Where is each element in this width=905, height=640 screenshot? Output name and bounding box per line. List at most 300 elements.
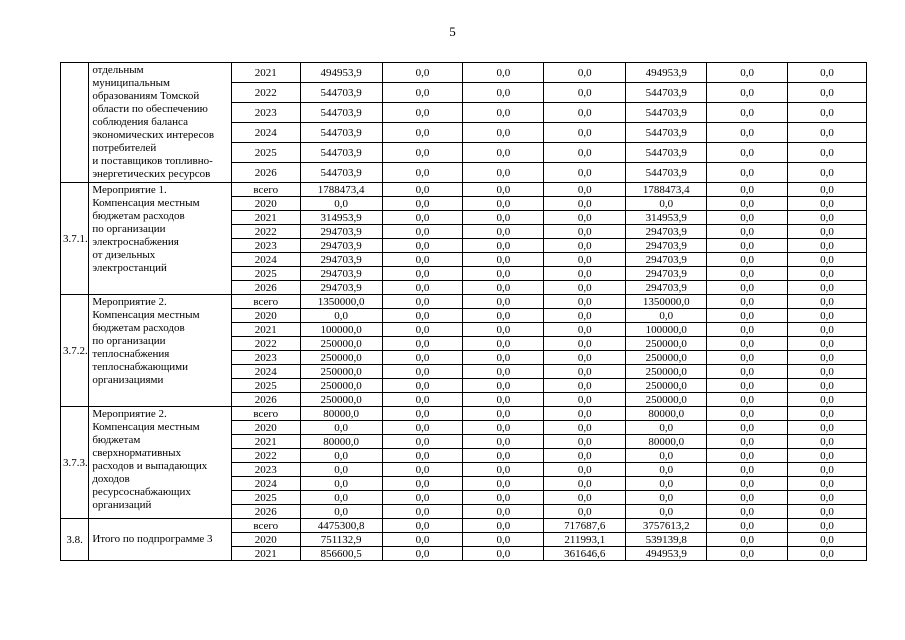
- local-cell: 0,0: [544, 123, 626, 143]
- own-cell: 294703,9: [626, 253, 707, 267]
- year-cell: 2024: [231, 477, 300, 491]
- other-cell: 0,0: [707, 83, 788, 103]
- total-cell: 250000,0: [300, 337, 382, 351]
- year-cell: 2020: [231, 421, 300, 435]
- description-line: Мероприятие 2.: [92, 296, 167, 308]
- local-cell: 0,0: [544, 323, 626, 337]
- local-cell: 0,0: [544, 393, 626, 407]
- description-line: сверхнормативных: [92, 447, 182, 459]
- total-cell: 80000,0: [300, 407, 382, 421]
- table-row: [61, 407, 867, 421]
- other-cell: 0,0: [707, 365, 788, 379]
- local-cell: 0,0: [544, 463, 626, 477]
- table-row: [61, 183, 867, 197]
- local-cell: 0,0: [544, 197, 626, 211]
- regional-cell: 0,0: [463, 379, 544, 393]
- extra-cell: 0,0: [788, 505, 867, 519]
- year-cell: 2020: [231, 309, 300, 323]
- federal-cell: 0,0: [382, 505, 463, 519]
- description-line: Итого по подпрограмме 3: [92, 533, 213, 545]
- regional-cell: 0,0: [463, 83, 544, 103]
- local-cell: 717687,6: [544, 519, 626, 533]
- regional-cell: 0,0: [463, 337, 544, 351]
- total-cell: 751132,9: [300, 533, 382, 547]
- total-cell: 544703,9: [300, 163, 382, 183]
- own-cell: 314953,9: [626, 211, 707, 225]
- total-cell: 0,0: [300, 505, 382, 519]
- other-cell: 0,0: [707, 519, 788, 533]
- federal-cell: 0,0: [382, 103, 463, 123]
- local-cell: 0,0: [544, 253, 626, 267]
- year-cell: 2022: [231, 449, 300, 463]
- description-line: по организации: [92, 223, 166, 235]
- own-cell: 294703,9: [626, 267, 707, 281]
- own-cell: 544703,9: [626, 163, 707, 183]
- description-line: муниципальным: [92, 77, 170, 89]
- other-cell: 0,0: [707, 505, 788, 519]
- regional-cell: 0,0: [463, 163, 544, 183]
- federal-cell: 0,0: [382, 365, 463, 379]
- description-line: Компенсация местным: [92, 197, 200, 209]
- local-cell: 361646,6: [544, 547, 626, 561]
- federal-cell: 0,0: [382, 477, 463, 491]
- year-cell: 2020: [231, 197, 300, 211]
- regional-cell: 0,0: [463, 519, 544, 533]
- own-cell: 539139,8: [626, 533, 707, 547]
- description-line: по организации: [92, 335, 166, 347]
- total-cell: 250000,0: [300, 379, 382, 393]
- other-cell: 0,0: [707, 143, 788, 163]
- extra-cell: 0,0: [788, 123, 867, 143]
- total-cell: 0,0: [300, 491, 382, 505]
- own-cell: 0,0: [626, 477, 707, 491]
- federal-cell: 0,0: [382, 211, 463, 225]
- own-cell: 494953,9: [626, 63, 707, 83]
- other-cell: 0,0: [707, 477, 788, 491]
- section-description: [89, 519, 232, 561]
- extra-cell: 0,0: [788, 449, 867, 463]
- extra-cell: 0,0: [788, 211, 867, 225]
- extra-cell: 0,0: [788, 519, 867, 533]
- total-cell: 250000,0: [300, 351, 382, 365]
- description-line: расходов и выпадающих: [92, 460, 208, 472]
- federal-cell: 0,0: [382, 519, 463, 533]
- local-cell: 0,0: [544, 183, 626, 197]
- local-cell: 0,0: [544, 83, 626, 103]
- regional-cell: 0,0: [463, 477, 544, 491]
- year-cell: 2023: [231, 103, 300, 123]
- local-cell: 0,0: [544, 239, 626, 253]
- other-cell: 0,0: [707, 351, 788, 365]
- extra-cell: 0,0: [788, 547, 867, 561]
- local-cell: 0,0: [544, 379, 626, 393]
- federal-cell: 0,0: [382, 63, 463, 83]
- section-description: [89, 407, 232, 519]
- total-cell: 294703,9: [300, 225, 382, 239]
- description-line: от дизельных: [92, 249, 156, 261]
- own-cell: 544703,9: [626, 123, 707, 143]
- total-cell: 294703,9: [300, 267, 382, 281]
- federal-cell: 0,0: [382, 225, 463, 239]
- regional-cell: 0,0: [463, 323, 544, 337]
- federal-cell: 0,0: [382, 547, 463, 561]
- own-cell: 0,0: [626, 505, 707, 519]
- federal-cell: 0,0: [382, 393, 463, 407]
- other-cell: 0,0: [707, 267, 788, 281]
- description-line: ресурсоснабжающих: [92, 486, 191, 498]
- extra-cell: 0,0: [788, 295, 867, 309]
- other-cell: 0,0: [707, 163, 788, 183]
- extra-cell: 0,0: [788, 225, 867, 239]
- description-line: образованиям Томской: [92, 90, 200, 102]
- section-description: [89, 295, 232, 407]
- own-cell: 250000,0: [626, 393, 707, 407]
- other-cell: 0,0: [707, 225, 788, 239]
- own-cell: 294703,9: [626, 225, 707, 239]
- other-cell: 0,0: [707, 435, 788, 449]
- local-cell: 0,0: [544, 143, 626, 163]
- federal-cell: 0,0: [382, 239, 463, 253]
- description-line: бюджетам расходов: [92, 210, 185, 222]
- year-cell: всего: [231, 407, 300, 421]
- other-cell: 0,0: [707, 309, 788, 323]
- year-cell: 2024: [231, 253, 300, 267]
- federal-cell: 0,0: [382, 163, 463, 183]
- regional-cell: 0,0: [463, 267, 544, 281]
- federal-cell: 0,0: [382, 421, 463, 435]
- federal-cell: 0,0: [382, 407, 463, 421]
- year-cell: 2023: [231, 239, 300, 253]
- extra-cell: 0,0: [788, 379, 867, 393]
- section-description: [89, 63, 232, 183]
- table-row: [61, 63, 867, 83]
- regional-cell: 0,0: [463, 281, 544, 295]
- federal-cell: 0,0: [382, 351, 463, 365]
- extra-cell: 0,0: [788, 463, 867, 477]
- federal-cell: 0,0: [382, 449, 463, 463]
- regional-cell: 0,0: [463, 103, 544, 123]
- federal-cell: 0,0: [382, 83, 463, 103]
- extra-cell: 0,0: [788, 477, 867, 491]
- regional-cell: 0,0: [463, 253, 544, 267]
- year-cell: 2026: [231, 281, 300, 295]
- year-cell: 2024: [231, 365, 300, 379]
- year-cell: 2026: [231, 163, 300, 183]
- description-line: энергетических ресурсов: [92, 168, 211, 180]
- other-cell: 0,0: [707, 393, 788, 407]
- local-cell: 0,0: [544, 337, 626, 351]
- total-cell: 314953,9: [300, 211, 382, 225]
- local-cell: 0,0: [544, 449, 626, 463]
- federal-cell: 0,0: [382, 337, 463, 351]
- year-cell: 2022: [231, 225, 300, 239]
- own-cell: 80000,0: [626, 435, 707, 449]
- own-cell: 250000,0: [626, 365, 707, 379]
- federal-cell: 0,0: [382, 533, 463, 547]
- section-code: 3.8.: [61, 519, 89, 561]
- local-cell: 0,0: [544, 163, 626, 183]
- regional-cell: 0,0: [463, 309, 544, 323]
- own-cell: 494953,9: [626, 547, 707, 561]
- description-line: Мероприятие 1.: [92, 184, 167, 196]
- total-cell: 0,0: [300, 309, 382, 323]
- description-line: отдельным: [92, 64, 144, 76]
- own-cell: 294703,9: [626, 281, 707, 295]
- description-line: экономических интересов: [92, 129, 215, 141]
- regional-cell: 0,0: [463, 463, 544, 477]
- local-cell: 0,0: [544, 477, 626, 491]
- table-row: [61, 519, 867, 533]
- year-cell: 2023: [231, 351, 300, 365]
- extra-cell: 0,0: [788, 143, 867, 163]
- other-cell: 0,0: [707, 295, 788, 309]
- extra-cell: 0,0: [788, 239, 867, 253]
- local-cell: 211993,1: [544, 533, 626, 547]
- regional-cell: 0,0: [463, 393, 544, 407]
- other-cell: 0,0: [707, 449, 788, 463]
- regional-cell: 0,0: [463, 505, 544, 519]
- other-cell: 0,0: [707, 337, 788, 351]
- other-cell: 0,0: [707, 491, 788, 505]
- own-cell: 3757613,2: [626, 519, 707, 533]
- extra-cell: 0,0: [788, 533, 867, 547]
- other-cell: 0,0: [707, 463, 788, 477]
- federal-cell: 0,0: [382, 491, 463, 505]
- total-cell: 856600,5: [300, 547, 382, 561]
- total-cell: 544703,9: [300, 103, 382, 123]
- extra-cell: 0,0: [788, 267, 867, 281]
- extra-cell: 0,0: [788, 323, 867, 337]
- own-cell: 0,0: [626, 309, 707, 323]
- own-cell: 1350000,0: [626, 295, 707, 309]
- extra-cell: 0,0: [788, 491, 867, 505]
- description-line: бюджетам расходов: [92, 322, 185, 334]
- regional-cell: 0,0: [463, 365, 544, 379]
- extra-cell: 0,0: [788, 253, 867, 267]
- own-cell: 100000,0: [626, 323, 707, 337]
- other-cell: 0,0: [707, 123, 788, 143]
- local-cell: 0,0: [544, 351, 626, 365]
- extra-cell: 0,0: [788, 163, 867, 183]
- regional-cell: 0,0: [463, 143, 544, 163]
- year-cell: 2021: [231, 63, 300, 83]
- total-cell: 250000,0: [300, 365, 382, 379]
- local-cell: 0,0: [544, 267, 626, 281]
- own-cell: 0,0: [626, 421, 707, 435]
- other-cell: 0,0: [707, 281, 788, 295]
- year-cell: всего: [231, 519, 300, 533]
- local-cell: 0,0: [544, 295, 626, 309]
- own-cell: 544703,9: [626, 143, 707, 163]
- section-description: [89, 183, 232, 295]
- total-cell: 0,0: [300, 477, 382, 491]
- extra-cell: 0,0: [788, 309, 867, 323]
- other-cell: 0,0: [707, 533, 788, 547]
- extra-cell: 0,0: [788, 103, 867, 123]
- own-cell: 294703,9: [626, 239, 707, 253]
- local-cell: 0,0: [544, 103, 626, 123]
- total-cell: 4475300,8: [300, 519, 382, 533]
- other-cell: 0,0: [707, 103, 788, 123]
- extra-cell: 0,0: [788, 351, 867, 365]
- extra-cell: 0,0: [788, 393, 867, 407]
- total-cell: 294703,9: [300, 239, 382, 253]
- year-cell: всего: [231, 295, 300, 309]
- regional-cell: 0,0: [463, 533, 544, 547]
- regional-cell: 0,0: [463, 407, 544, 421]
- federal-cell: 0,0: [382, 267, 463, 281]
- federal-cell: 0,0: [382, 323, 463, 337]
- federal-cell: 0,0: [382, 253, 463, 267]
- regional-cell: 0,0: [463, 351, 544, 365]
- own-cell: 0,0: [626, 449, 707, 463]
- own-cell: 544703,9: [626, 83, 707, 103]
- year-cell: 2021: [231, 211, 300, 225]
- federal-cell: 0,0: [382, 281, 463, 295]
- other-cell: 0,0: [707, 379, 788, 393]
- own-cell: 80000,0: [626, 407, 707, 421]
- regional-cell: 0,0: [463, 491, 544, 505]
- federal-cell: 0,0: [382, 295, 463, 309]
- description-line: соблюдения баланса: [92, 116, 188, 128]
- federal-cell: 0,0: [382, 183, 463, 197]
- year-cell: 2025: [231, 267, 300, 281]
- year-cell: 2026: [231, 505, 300, 519]
- federal-cell: 0,0: [382, 379, 463, 393]
- description-line: электростанций: [92, 262, 167, 274]
- year-cell: 2024: [231, 123, 300, 143]
- own-cell: 250000,0: [626, 351, 707, 365]
- regional-cell: 0,0: [463, 295, 544, 309]
- federal-cell: 0,0: [382, 123, 463, 143]
- page-number: 5: [449, 24, 456, 39]
- local-cell: 0,0: [544, 491, 626, 505]
- own-cell: 1788473,4: [626, 183, 707, 197]
- section-code: 3.7.3.: [61, 407, 89, 519]
- total-cell: 0,0: [300, 449, 382, 463]
- year-cell: 2026: [231, 393, 300, 407]
- other-cell: 0,0: [707, 211, 788, 225]
- description-line: бюджетам: [92, 434, 141, 446]
- federal-cell: 0,0: [382, 463, 463, 477]
- section-code: [61, 63, 89, 183]
- other-cell: 0,0: [707, 253, 788, 267]
- description-line: области по обеспечению: [92, 103, 208, 115]
- other-cell: 0,0: [707, 407, 788, 421]
- year-cell: 2021: [231, 435, 300, 449]
- extra-cell: 0,0: [788, 421, 867, 435]
- year-cell: 2025: [231, 379, 300, 393]
- total-cell: 1350000,0: [300, 295, 382, 309]
- year-cell: 2020: [231, 533, 300, 547]
- total-cell: 544703,9: [300, 83, 382, 103]
- total-cell: 0,0: [300, 463, 382, 477]
- local-cell: 0,0: [544, 225, 626, 239]
- description-line: потребителей: [92, 142, 157, 154]
- regional-cell: 0,0: [463, 197, 544, 211]
- total-cell: 544703,9: [300, 123, 382, 143]
- description-line: организаций: [92, 499, 152, 511]
- extra-cell: 0,0: [788, 63, 867, 83]
- regional-cell: 0,0: [463, 63, 544, 83]
- year-cell: 2021: [231, 547, 300, 561]
- local-cell: 0,0: [544, 435, 626, 449]
- description-line: и поставщиков топливно-: [92, 155, 213, 167]
- regional-cell: 0,0: [463, 421, 544, 435]
- own-cell: 544703,9: [626, 103, 707, 123]
- section-code: 3.7.1.: [61, 183, 89, 295]
- local-cell: 0,0: [544, 421, 626, 435]
- local-cell: 0,0: [544, 281, 626, 295]
- description-line: Компенсация местным: [92, 309, 200, 321]
- section-code: 3.7.2.: [61, 295, 89, 407]
- local-cell: 0,0: [544, 63, 626, 83]
- own-cell: 0,0: [626, 197, 707, 211]
- year-cell: 2022: [231, 337, 300, 351]
- regional-cell: 0,0: [463, 449, 544, 463]
- year-cell: 2023: [231, 463, 300, 477]
- other-cell: 0,0: [707, 239, 788, 253]
- other-cell: 0,0: [707, 547, 788, 561]
- own-cell: 250000,0: [626, 337, 707, 351]
- extra-cell: 0,0: [788, 83, 867, 103]
- regional-cell: 0,0: [463, 239, 544, 253]
- total-cell: 0,0: [300, 197, 382, 211]
- table-row: [61, 295, 867, 309]
- regional-cell: 0,0: [463, 123, 544, 143]
- federal-cell: 0,0: [382, 143, 463, 163]
- extra-cell: 0,0: [788, 435, 867, 449]
- total-cell: 1788473,4: [300, 183, 382, 197]
- local-cell: 0,0: [544, 505, 626, 519]
- total-cell: 100000,0: [300, 323, 382, 337]
- federal-cell: 0,0: [382, 309, 463, 323]
- federal-cell: 0,0: [382, 197, 463, 211]
- total-cell: 294703,9: [300, 281, 382, 295]
- local-cell: 0,0: [544, 211, 626, 225]
- budget-table: [60, 62, 867, 561]
- description-line: теплоснабжающими: [92, 361, 189, 373]
- total-cell: 250000,0: [300, 393, 382, 407]
- extra-cell: 0,0: [788, 197, 867, 211]
- other-cell: 0,0: [707, 63, 788, 83]
- regional-cell: 0,0: [463, 183, 544, 197]
- other-cell: 0,0: [707, 421, 788, 435]
- other-cell: 0,0: [707, 183, 788, 197]
- description-line: организациями: [92, 374, 164, 386]
- regional-cell: 0,0: [463, 225, 544, 239]
- description-line: Мероприятие 2.: [92, 408, 167, 420]
- year-cell: всего: [231, 183, 300, 197]
- extra-cell: 0,0: [788, 365, 867, 379]
- description-line: электроснабжения: [92, 236, 179, 248]
- description-line: Компенсация местным: [92, 421, 200, 433]
- total-cell: 544703,9: [300, 143, 382, 163]
- local-cell: 0,0: [544, 407, 626, 421]
- year-cell: 2025: [231, 143, 300, 163]
- federal-cell: 0,0: [382, 435, 463, 449]
- other-cell: 0,0: [707, 197, 788, 211]
- total-cell: 0,0: [300, 421, 382, 435]
- extra-cell: 0,0: [788, 183, 867, 197]
- year-cell: 2025: [231, 491, 300, 505]
- extra-cell: 0,0: [788, 337, 867, 351]
- regional-cell: 0,0: [463, 435, 544, 449]
- local-cell: 0,0: [544, 365, 626, 379]
- regional-cell: 0,0: [463, 211, 544, 225]
- year-cell: 2021: [231, 323, 300, 337]
- total-cell: 294703,9: [300, 253, 382, 267]
